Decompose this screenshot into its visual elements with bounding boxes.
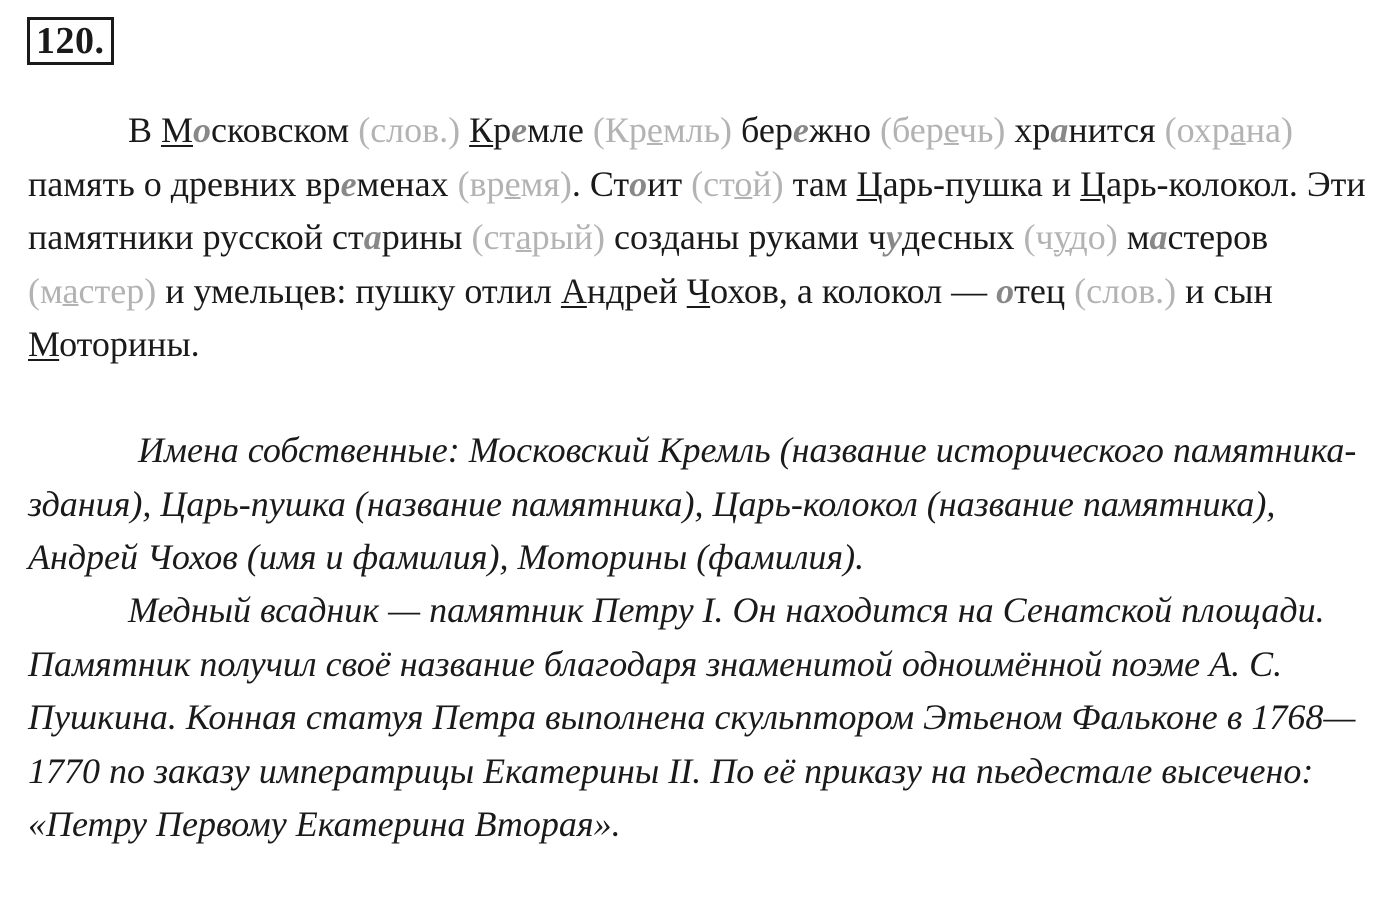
vowel-highlight: е xyxy=(792,110,809,150)
hint-word: (вр xyxy=(457,163,505,204)
text-run: рины xyxy=(381,217,472,257)
text-run: там xyxy=(783,163,857,204)
vowel-highlight: о xyxy=(629,163,648,204)
vowel-highlight: у xyxy=(885,217,902,257)
bronze-horseman-text: Медный всадник — памятник Петру I. Он находится на Сенатской площади. Памятник получил своё название благодаря знаменитой одноимённой поэме А. С. Пушкина. Конная статуя Петра выполнена скульптором Этьеном Фальконе в 1768—1770 по заказу императрицы Екатерины II. По её приказу на пьедестале высечено: «Петру Первому Екатерина Вторая». xyxy=(28,590,1356,844)
hint-vowel: е xyxy=(646,110,663,150)
capital-letter: К xyxy=(469,110,494,150)
text-run: мле xyxy=(527,110,593,150)
hint-vowel: о xyxy=(734,163,753,204)
text-run: м xyxy=(1117,217,1150,257)
text-run: менах xyxy=(356,163,458,204)
hint-word: мя) xyxy=(520,163,572,204)
capital-letter: М xyxy=(28,324,60,364)
hint-word: (охр xyxy=(1164,110,1230,150)
vowel-highlight: а xyxy=(1050,110,1069,150)
hint-word: (слов.) xyxy=(358,110,461,150)
text-run: ндрей xyxy=(586,270,687,311)
vowel-highlight: а xyxy=(363,217,382,257)
proper-names-paragraph xyxy=(28,424,1378,585)
vowel-highlight: о xyxy=(193,110,212,150)
hint-word: (Кр xyxy=(592,110,647,150)
text-run: оторины. xyxy=(59,324,200,364)
hint-word: (м xyxy=(28,270,63,311)
text-run: сковском xyxy=(211,110,359,150)
text-run: и сын xyxy=(1176,270,1273,311)
hint-word: (ч xyxy=(1023,217,1054,257)
capital-letter: Ц xyxy=(1080,163,1107,204)
exercise-text xyxy=(28,104,1373,372)
hint-word: (слов.) xyxy=(1074,270,1177,311)
text-run: тец xyxy=(1014,270,1075,311)
hint-word: мль) xyxy=(662,110,732,150)
hint-vowel: е xyxy=(943,110,959,150)
vowel-highlight: е xyxy=(340,163,357,204)
proper-names-text: Имена собственные: Московский Кремль (название исторического памятника-здания), Царь-пушка (название памятника), Царь-колокол (название памятника), Андрей Чохов (имя и фамилия), Моторины (фамилия). xyxy=(28,430,1357,577)
hint-word: (ст xyxy=(471,217,516,257)
text-run: память о древних вр xyxy=(28,163,341,204)
text-run: и умельцев: пушку отлил xyxy=(156,270,561,311)
hint-word: до) xyxy=(1069,217,1118,257)
text-run: жно xyxy=(808,110,880,150)
text-run: В xyxy=(128,110,162,150)
text-run: хр xyxy=(1005,110,1051,150)
text-run: ит xyxy=(647,163,692,204)
text-run xyxy=(460,110,469,150)
text-run: р xyxy=(493,110,512,150)
hint-vowel: е xyxy=(504,163,521,204)
hint-vowel: а xyxy=(1229,110,1246,150)
hint-word: на) xyxy=(1245,110,1293,150)
hint-vowel: у xyxy=(1053,217,1070,257)
hint-word: рый) xyxy=(531,217,606,257)
hint-word: чь) xyxy=(958,110,1006,150)
capital-letter: М xyxy=(161,110,194,150)
hint-word: й) xyxy=(752,163,784,204)
hint-vowel: а xyxy=(515,217,532,257)
text-run: стеров xyxy=(1167,217,1269,257)
text-run: нится xyxy=(1068,110,1165,150)
capital-letter: Ц xyxy=(856,163,883,204)
text-run: созданы руками ч xyxy=(605,217,886,257)
bronze-horseman-paragraph xyxy=(28,584,1378,852)
hint-vowel: а xyxy=(62,270,79,311)
vowel-highlight: е xyxy=(511,110,528,150)
capital-letter: А xyxy=(560,270,587,311)
text-run: бер xyxy=(732,110,793,150)
text-run: арь-пушка и xyxy=(882,163,1081,204)
text-run: . Ст xyxy=(571,163,630,204)
vowel-highlight: о xyxy=(996,270,1015,311)
text-run: охов, а колокол — xyxy=(710,270,997,311)
hint-word: (бер xyxy=(879,110,944,150)
exercise-number: 120. xyxy=(27,17,114,65)
vowel-highlight: а xyxy=(1149,217,1168,257)
capital-letter: Ч xyxy=(686,270,711,311)
hint-word: (ст xyxy=(691,163,735,204)
hint-word: стер) xyxy=(78,270,157,311)
text-run: десных xyxy=(901,217,1024,257)
text-run: арь-колокол. Эти памятники русской ст xyxy=(28,163,1366,257)
